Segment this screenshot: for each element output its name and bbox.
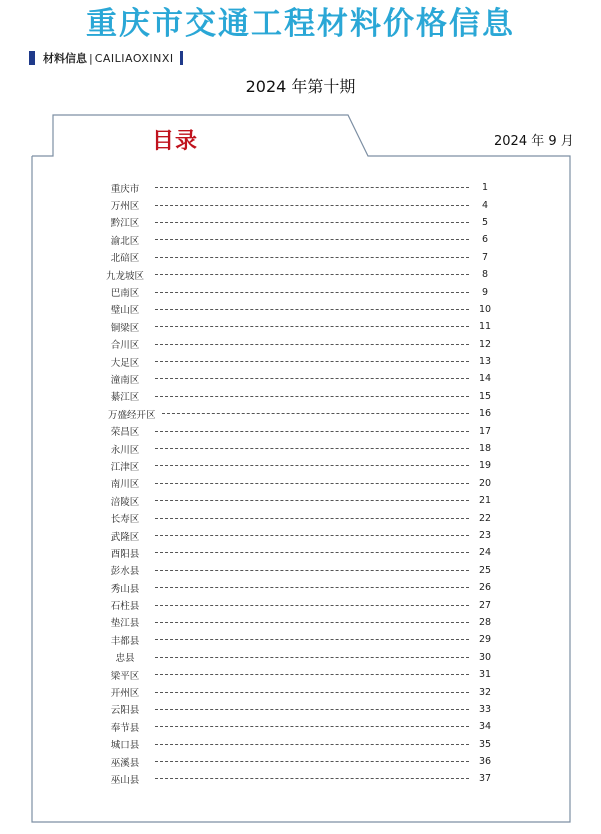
toc-entry-label: 黔江区: [110, 218, 140, 230]
toc-entry-label: 九龙坡区: [105, 270, 144, 282]
toc-entry-page: 22: [478, 512, 492, 524]
toc-entry[interactable]: [95, 701, 495, 718]
toc-entry-page: 34: [478, 721, 492, 733]
toc-leader-dots: [155, 187, 469, 188]
toc-entry-label: 忠县: [115, 653, 135, 665]
toc-entry-page: 27: [478, 599, 492, 611]
toc-entry[interactable]: [95, 718, 495, 735]
toc-entry-label: 巴南区: [110, 288, 140, 300]
toc-leader-dots: [155, 674, 469, 675]
toc-leader-dots: [155, 778, 469, 779]
toc-entry[interactable]: [95, 666, 495, 683]
toc-leader-dots: [155, 570, 469, 571]
toc-entry-page: 12: [478, 338, 492, 350]
toc-entry[interactable]: [95, 544, 495, 561]
toc-leader-dots: [155, 274, 469, 275]
toc-entry[interactable]: [95, 231, 495, 248]
toc-entry[interactable]: [95, 579, 495, 596]
toc-entry[interactable]: [95, 596, 495, 613]
toc-entry-label: 彭水县: [110, 566, 140, 578]
toc-entry-label: 潼南区: [110, 374, 140, 386]
toc-entry-label: 渝北区: [110, 235, 140, 247]
toc-entry-label: 北碚区: [110, 253, 140, 265]
toc-entry-label: 荣昌区: [110, 427, 140, 439]
toc-entry-label: 丰都县: [110, 635, 140, 647]
toc-entry-label: 石柱县: [110, 601, 140, 613]
toc-entry[interactable]: [95, 336, 495, 353]
toc-entry-label: 开州区: [110, 688, 140, 700]
toc-entry-page: 11: [478, 321, 492, 333]
toc-entry-page: 16: [478, 408, 492, 420]
toc-entry-page: 35: [478, 738, 492, 750]
toc-entry[interactable]: [95, 440, 495, 457]
toc-entry-label: 巫溪县: [110, 757, 140, 769]
toc-entry[interactable]: [95, 527, 495, 544]
toc-leader-dots: [155, 535, 469, 536]
issue-number: 2024 年第十期: [245, 77, 356, 96]
toc-entry[interactable]: [95, 283, 495, 300]
toc-entry[interactable]: [95, 614, 495, 631]
toc-entry-label: 永川区: [110, 444, 140, 456]
toc-entry[interactable]: [95, 318, 495, 335]
toc-entry-page: 21: [478, 495, 492, 507]
toc-leader-dots: [155, 326, 469, 327]
toc-entry-label: 南川区: [110, 479, 140, 491]
toc-entry-page: 10: [478, 303, 492, 315]
toc-entry[interactable]: [95, 370, 495, 387]
toc-entry-page: 24: [478, 547, 492, 559]
toc-entry-page: 17: [478, 425, 492, 437]
toc-entry-label: 奉节县: [110, 722, 140, 734]
toc-entry[interactable]: [95, 649, 495, 666]
toc-entry-label: 巫山县: [110, 774, 140, 786]
toc-leader-dots: [155, 622, 469, 623]
toc-entry[interactable]: [95, 492, 495, 509]
toc-entry-page: 37: [478, 773, 492, 785]
toc-leader-dots: [155, 639, 469, 640]
toc-entry-page: 5: [481, 216, 489, 228]
toc-entry-page: 30: [478, 651, 492, 663]
toc-leader-dots: [155, 552, 469, 553]
toc-entry-page: 13: [478, 356, 492, 368]
toc-leader-dots: [155, 431, 469, 432]
toc-entry[interactable]: [95, 249, 495, 266]
toc-leader-dots: [155, 761, 469, 762]
issue-date: 2024 年 9 月: [494, 134, 574, 149]
toc-entry-label: 江津区: [110, 461, 140, 473]
toc-entry[interactable]: [95, 214, 495, 231]
toc-entry-label: 綦江区: [110, 392, 140, 404]
toc-leader-dots: [155, 378, 469, 379]
toc-leader-dots: [155, 605, 469, 606]
toc-entry[interactable]: [95, 736, 495, 753]
toc-entry-page: 18: [478, 443, 492, 455]
toc-leader-dots: [155, 483, 469, 484]
toc-entry-page: 9: [481, 286, 489, 298]
toc-entry-label: 涪陵区: [110, 496, 140, 508]
toc-entry-page: 33: [478, 703, 492, 715]
toc-entry-label: 武隆区: [110, 531, 140, 543]
toc-entry[interactable]: [95, 266, 495, 283]
toc-leader-dots: [155, 292, 469, 293]
toc-list: [95, 179, 495, 788]
toc-entry[interactable]: [95, 753, 495, 770]
toc-entry-label: 合川区: [110, 340, 140, 352]
toc-entry-page: 28: [478, 616, 492, 628]
toc-entry-page: 1: [481, 182, 489, 194]
toc-entry-page: 7: [481, 251, 489, 263]
toc-leader-dots: [155, 205, 469, 206]
toc-entry-label: 城口县: [110, 740, 140, 752]
toc-entry-label: 秀山县: [110, 583, 140, 595]
toc-entry-page: 23: [478, 530, 492, 541]
toc-leader-dots: [155, 726, 469, 727]
toc-leader-dots: [155, 465, 469, 466]
toc-entry-label: 长寿区: [110, 514, 140, 526]
toc-entry-label: 铜梁区: [110, 322, 140, 334]
toc-leader-dots: [155, 692, 469, 693]
toc-entry[interactable]: [95, 475, 495, 492]
toc-entry-page: 26: [478, 582, 492, 594]
toc-leader-dots: [155, 500, 469, 501]
toc-entry-page: 29: [478, 634, 492, 646]
toc-entry-page: 19: [478, 460, 492, 472]
toc-entry[interactable]: [95, 196, 495, 213]
section-subheader: [29, 50, 183, 66]
toc-entry[interactable]: [95, 509, 495, 526]
toc-entry-label: 万盛经开区: [108, 409, 156, 421]
toc-entry-label: 酉阳县: [110, 548, 140, 560]
toc-leader-dots: [155, 361, 469, 362]
toc-leader-dots: [155, 518, 469, 519]
toc-entry[interactable]: [95, 353, 495, 370]
toc-leader-dots: [155, 309, 469, 310]
toc-entry[interactable]: [95, 405, 495, 422]
toc-leader-dots: [155, 239, 469, 240]
toc-entry-page: 6: [481, 234, 489, 246]
toc-entry-page: 36: [478, 756, 492, 768]
toc-entry-label: 重庆市: [110, 183, 140, 195]
toc-entry-page: 15: [478, 390, 492, 402]
toc-entry[interactable]: [95, 301, 495, 318]
section-end-marker-icon: [180, 51, 183, 65]
toc-leader-dots: [155, 222, 469, 223]
toc-entry[interactable]: [95, 562, 495, 579]
toc-title: 目录: [152, 128, 199, 154]
toc-entry-page: 14: [478, 373, 492, 385]
toc-entry[interactable]: [95, 457, 495, 474]
toc-entry-label: 大足区: [110, 357, 140, 369]
toc-entry-label: 梁平区: [110, 670, 140, 682]
toc-entry-page: 32: [478, 686, 492, 698]
section-pinyin: CAILIAOXINXI: [94, 51, 174, 65]
toc-entry-label: 垫江县: [110, 618, 140, 630]
toc-entry[interactable]: [95, 179, 495, 196]
toc-entry-page: 20: [478, 477, 492, 489]
toc-leader-dots: [155, 257, 469, 258]
section-separator: |: [89, 51, 93, 65]
toc-leader-dots: [155, 709, 469, 710]
toc-entry-label: 璧山区: [110, 305, 140, 317]
toc-leader-dots: [155, 657, 469, 658]
toc-leader-dots: [155, 344, 469, 345]
toc-entry-page: 8: [481, 269, 489, 281]
toc-leader-dots: [155, 396, 469, 397]
toc-entry-label: 万州区: [110, 201, 140, 213]
section-label: 材料信息: [43, 52, 87, 65]
toc-entry[interactable]: [95, 631, 495, 648]
toc-entry-page: 31: [478, 669, 492, 681]
toc-entry-page: 25: [478, 564, 492, 576]
toc-entry[interactable]: [95, 422, 495, 439]
toc-leader-dots: [155, 587, 469, 588]
toc-entry[interactable]: [95, 770, 495, 787]
toc-entry-label: 云阳县: [110, 705, 140, 717]
toc-entry[interactable]: [95, 683, 495, 700]
toc-leader-dots: [155, 744, 469, 745]
section-marker-icon: [29, 51, 35, 65]
toc-leader-dots: [162, 413, 469, 414]
toc-entry-page: 4: [481, 199, 489, 211]
publication-title: 重庆市交通工程材料价格信息: [86, 6, 515, 42]
toc-entry[interactable]: [95, 388, 495, 405]
toc-leader-dots: [155, 448, 469, 449]
